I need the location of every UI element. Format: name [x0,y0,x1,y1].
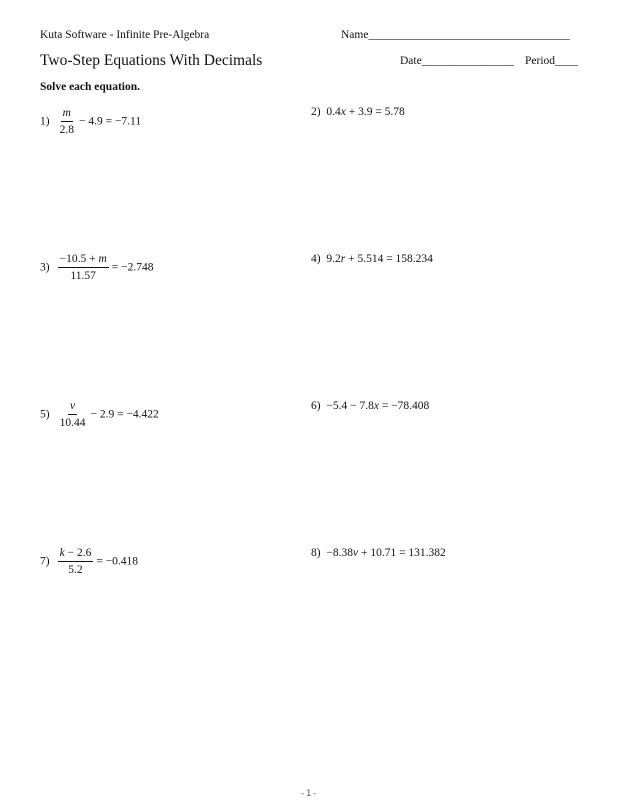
numerator [58,547,94,562]
problem-5 [40,400,159,429]
problem-number: 7) [40,555,50,568]
variable: x [340,106,346,118]
period-field: Period____ [525,55,579,67]
coefficient: 0.4 [326,106,341,118]
problem-number: 4) [311,253,321,265]
numerator-variable: m [98,253,107,265]
instructions: Solve each equation. [40,81,140,93]
problem-3 [40,253,154,282]
page-number: -1- [300,789,318,799]
equation-rest: + 5.514 = 158.234 [345,253,433,265]
denominator: 2.8 [59,124,74,136]
fraction [58,400,88,429]
variable: v [352,547,359,559]
worksheet-title: Two-Step Equations With Decimals [40,52,263,69]
numerator-constant: − 2.6 [64,547,92,559]
numerator-constant: −10.5 + [59,253,99,265]
numerator: v [68,400,77,415]
fraction [58,547,94,576]
equation-rest: + 10.71 = 131.382 [358,547,446,559]
software-label: Kuta Software - Infinite Pre-Algebra [40,29,210,41]
name-field: Name___________________________________ [341,29,570,41]
problem-7 [40,547,138,576]
denominator: 11.57 [70,270,96,282]
equation-rest: = −78.408 [378,400,430,412]
numerator [58,253,109,268]
equation-rest: − 2.9 = −4.422 [90,408,159,421]
problem-number: 1) [40,115,50,128]
denominator: 10.44 [59,417,86,429]
variable: x [373,400,379,412]
problem-number: 6) [311,400,321,412]
problem-4 [311,253,433,265]
coefficient: −5.4 − 7.8 [326,400,374,412]
problem-number: 5) [40,408,50,421]
problem-8 [311,547,446,559]
coefficient: −8.38 [326,547,353,559]
numerator: m [61,107,73,122]
problem-6 [311,400,429,412]
equation-rest: − 4.9 = −7.11 [78,115,142,128]
problem-number: 3) [40,261,50,274]
variable: r [340,253,346,265]
equation-rest: + 3.9 = 5.78 [345,106,405,118]
problem-number: 2) [311,106,321,118]
fraction [58,253,109,282]
problem-number: 8) [311,547,321,559]
problem-2 [311,106,405,118]
numerator-variable: k [59,547,65,559]
fraction [58,107,76,136]
denominator: 5.2 [68,564,83,576]
coefficient: 9.2 [326,253,341,265]
problem-1 [40,107,141,136]
equation-rest: = −0.418 [96,555,139,568]
date-field: Date________________ [400,55,514,67]
equation-rest: = −2.748 [111,261,154,274]
